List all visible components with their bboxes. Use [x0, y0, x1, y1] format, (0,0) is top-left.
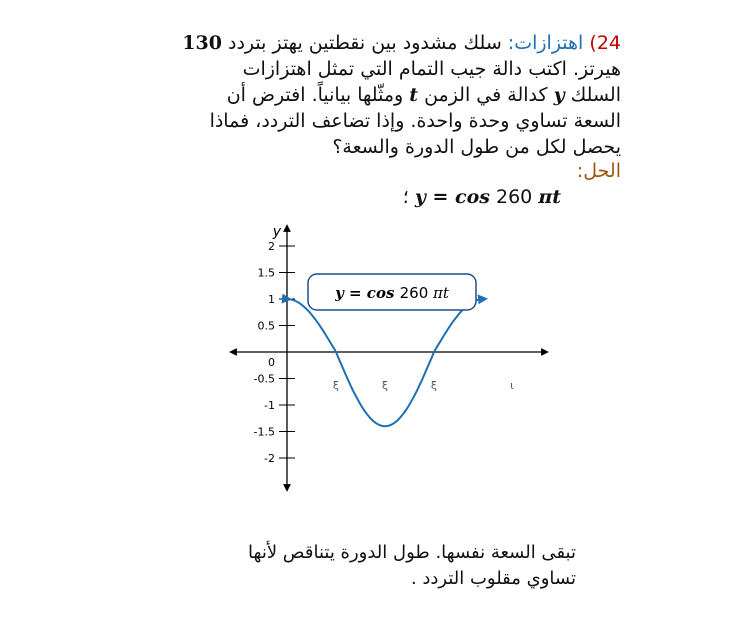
problem-text-3a: السلك	[570, 84, 621, 106]
x-tick-label: ξ	[332, 379, 340, 392]
equation-lhs: y = cos	[414, 186, 490, 208]
answer-line-2: تساوي مقلوب التردد .	[410, 568, 576, 589]
problem-text-3b: كدالة في الزمن	[424, 84, 548, 106]
y-axis-label: y	[272, 224, 281, 240]
y-tick-label: -2	[264, 452, 275, 465]
equation-coef: 260	[496, 186, 533, 208]
y-tick-label: 1.5	[257, 266, 275, 280]
equation-box-label: y = cos 260 πt	[335, 284, 449, 302]
answer-line-1: تبقى السعة نفسها. طول الدورة يتناقص لأنها	[248, 542, 576, 563]
y-tick-label: -0.5	[253, 372, 275, 386]
var-t: t	[409, 84, 419, 106]
cosine-curve	[287, 299, 483, 426]
equation-rhs: πt	[538, 186, 561, 208]
y-tick-label: 0	[268, 356, 275, 369]
answer-text	[156, 540, 576, 592]
x-tick-label: ι	[510, 379, 514, 392]
y-tick-label: -1	[264, 399, 275, 412]
x-tick-label: ξ	[381, 379, 389, 392]
problem-line-4: السعة تساوي وحدة واحدة. وإذا تضاعف التردد، فماذا	[209, 110, 621, 132]
problem-number: 24)	[589, 32, 621, 54]
y-tick-label: 1	[268, 293, 275, 306]
solution-label: الحل:	[576, 160, 621, 182]
problem-text-3c: ومثّلها بيانياً. افترض أن	[226, 84, 404, 106]
problem-topic: اهتزازات:	[507, 32, 584, 54]
y-tick-label: 2	[268, 240, 275, 253]
problem-line-2: هيرتز. اكتب دالة جيب التمام التي تمثل اهتزازات	[242, 58, 621, 80]
equation-punct: ؛	[402, 186, 409, 208]
frequency-value: 130	[182, 32, 222, 54]
y-tick-label: -1.5	[253, 425, 275, 439]
problem-text-1: سلك مشدود بين نقطتين يهتز بتردد	[228, 32, 502, 54]
y-tick-label: 0.5	[257, 319, 275, 333]
var-y: y	[553, 84, 565, 106]
x-tick-label: ξ	[430, 379, 438, 392]
problem-line-5: يحصل لكل من طول الدورة والسعة؟	[332, 136, 621, 158]
